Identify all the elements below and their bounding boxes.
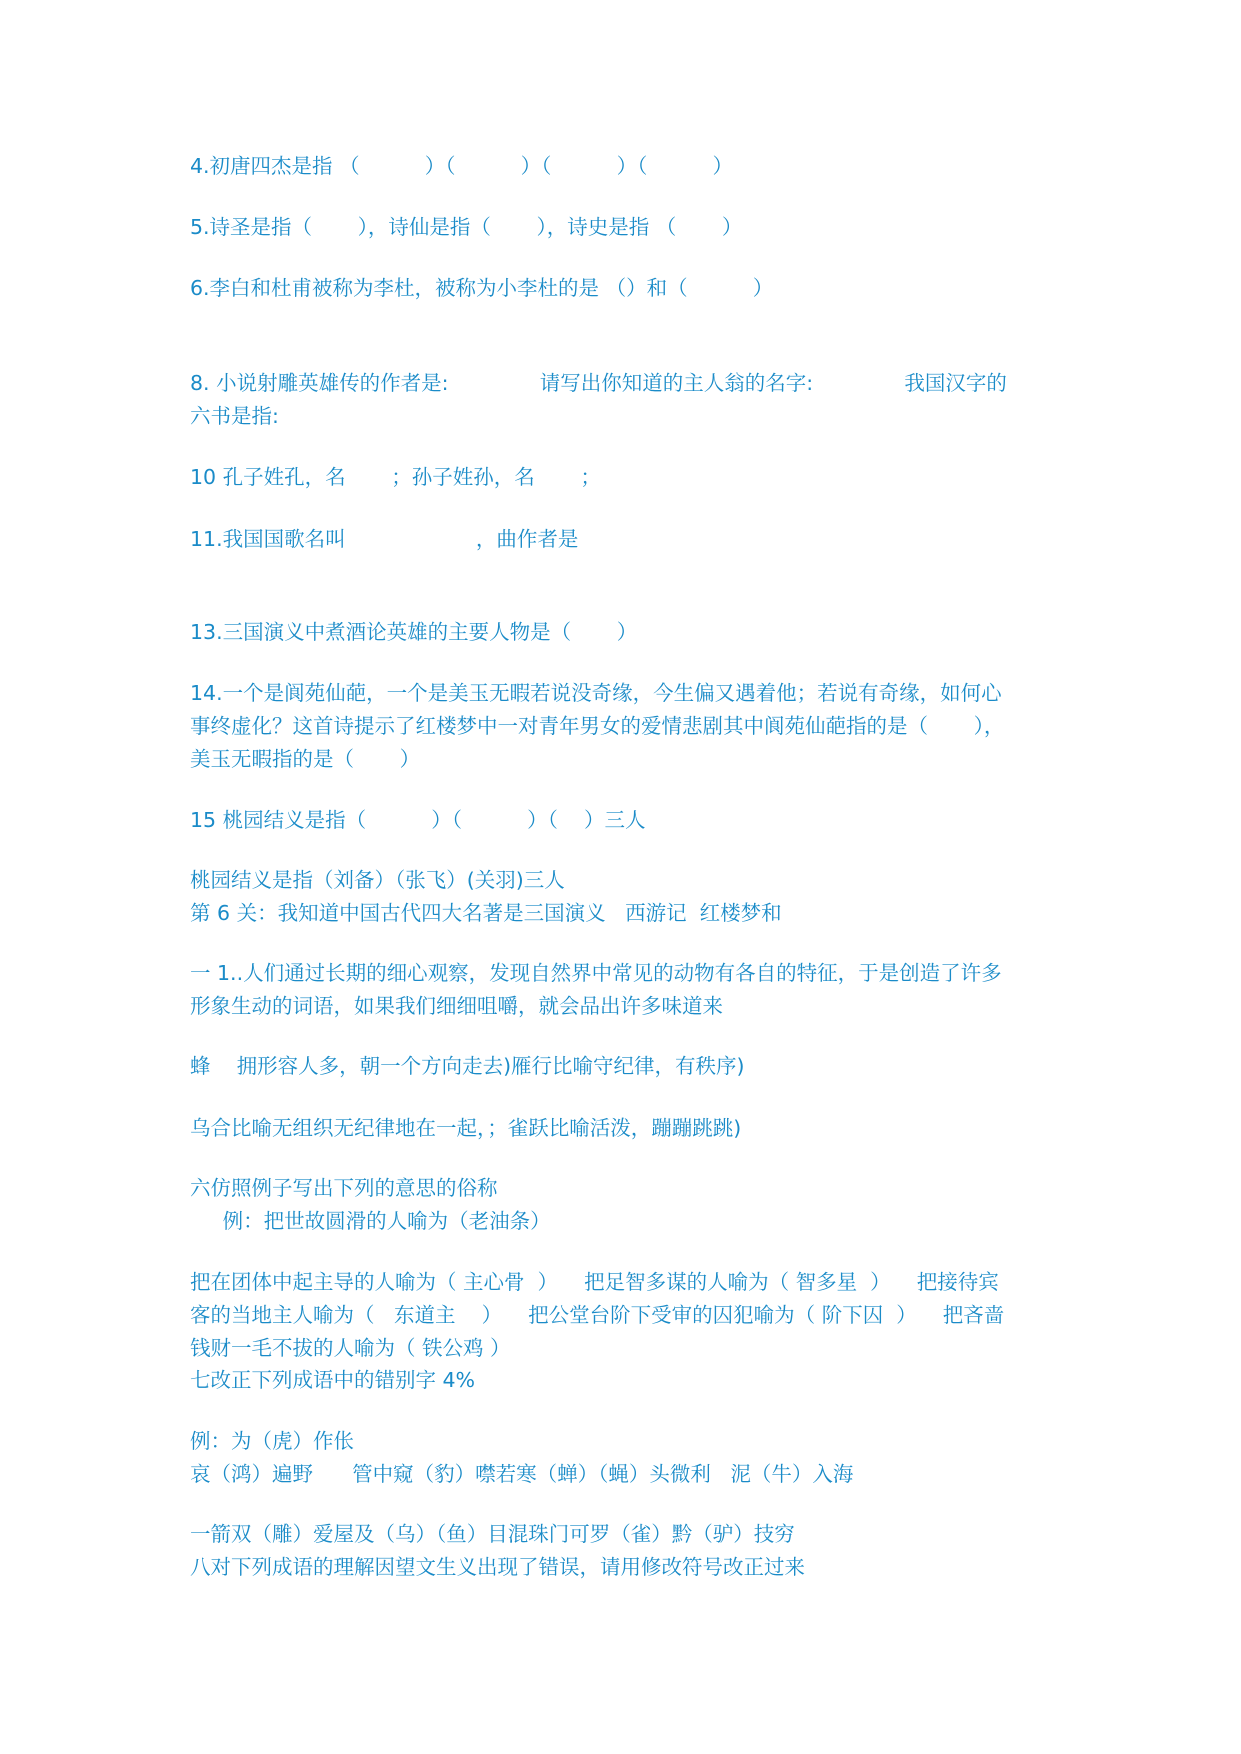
question-5: 5.诗圣是指（ ），诗仙是指（ ），诗史是指 （ ）: [190, 215, 743, 239]
question-11: 11.我国国歌名叫 ，曲作者是: [190, 527, 579, 551]
section-1-line-2: 形象生动的词语，如果我们细细咀嚼，就会品出许多味道来: [190, 994, 723, 1018]
bee-line: 蜂 拥形容人多，朝一个方向走去)雁行比喻守纪律，有秩序): [190, 1054, 745, 1078]
level-6-line: 第 6 关：我知道中国古代四大名著是三国演义 西游记 红楼梦和: [190, 901, 782, 925]
section-8-heading: 八对下列成语的理解因望文生义出现了错误，请用修改符号改正过来: [190, 1555, 805, 1579]
idiom-line-1: 哀（鸿）遍野 管中窥（豹）噤若寒（蝉）（蝇）头微利 泥（牛）入海: [190, 1462, 854, 1486]
section-6-answers-line-3: 钱财一毛不拔的人喻为（ 铁公鸡 ）: [190, 1336, 511, 1360]
section-7-heading: 七改正下列成语中的错别字 4%: [190, 1368, 476, 1392]
section-6-example: 例：把世故圆滑的人喻为（老油条）: [190, 1209, 551, 1233]
section-1-line-1: 一 1..人们通过长期的细心观察，发现自然界中常见的动物有各自的特征，于是创造了许多: [190, 961, 1002, 985]
section-6-answers-line-1: 把在团体中起主导的人喻为（ 主心骨 ） 把足智多谋的人喻为（ 智多星 ） 把接待宾: [190, 1270, 999, 1294]
answer-15: 桃园结义是指（刘备）（张飞）(关羽)三人: [190, 868, 565, 892]
question-4: 4.初唐四杰是指 （ ）（ ）（ ）（ ）: [190, 154, 733, 178]
question-10: 10 孔子姓孔，名 ；孙子姓孙，名 ；: [190, 465, 601, 489]
question-8-line-2: 六书是指:: [190, 404, 279, 428]
question-13: 13.三国演义中煮酒论英雄的主要人物是（ ）: [190, 620, 638, 644]
question-14-line-2: 事终虚化？这首诗提示了红楼梦中一对青年男女的爱情悲剧其中阆苑仙葩指的是（ ），: [190, 714, 1005, 738]
question-8-line-1: 8. 小说射雕英雄传的作者是: 请写出你知道的主人翁的名字: 我国汉字的: [190, 371, 1007, 395]
question-15: 15 桃园结义是指（ ）（ ）（ ）三人: [190, 808, 646, 832]
question-14-line-3: 美玉无暇指的是（ ）: [190, 747, 421, 771]
question-14-line-1: 14.一个是阆苑仙葩，一个是美玉无暇若说没奇缘，今生偏又遇着他；若说有奇缘，如何心: [190, 681, 1002, 705]
section-6-heading: 六仿照例子写出下列的意思的俗称: [190, 1176, 498, 1200]
question-6: 6.李白和杜甫被称为李杜，被称为小李杜的是 （）和（ ）: [190, 276, 774, 300]
idiom-line-2: 一箭双（雕）爱屋及（乌）（鱼）目混珠门可罗（雀）黔（驴）技穷: [190, 1522, 795, 1546]
section-7-example: 例：为（虎）作伥: [190, 1429, 354, 1453]
section-6-answers-line-2: 客的当地主人喻为（ 东道主 ） 把公堂台阶下受审的囚犯喻为（ 阶下囚 ） 把吝啬: [190, 1303, 1005, 1327]
wuhe-line: 乌合比喻无组织无纪律地在一起，；雀跃比喻活泼，蹦蹦跳跳): [190, 1116, 742, 1140]
